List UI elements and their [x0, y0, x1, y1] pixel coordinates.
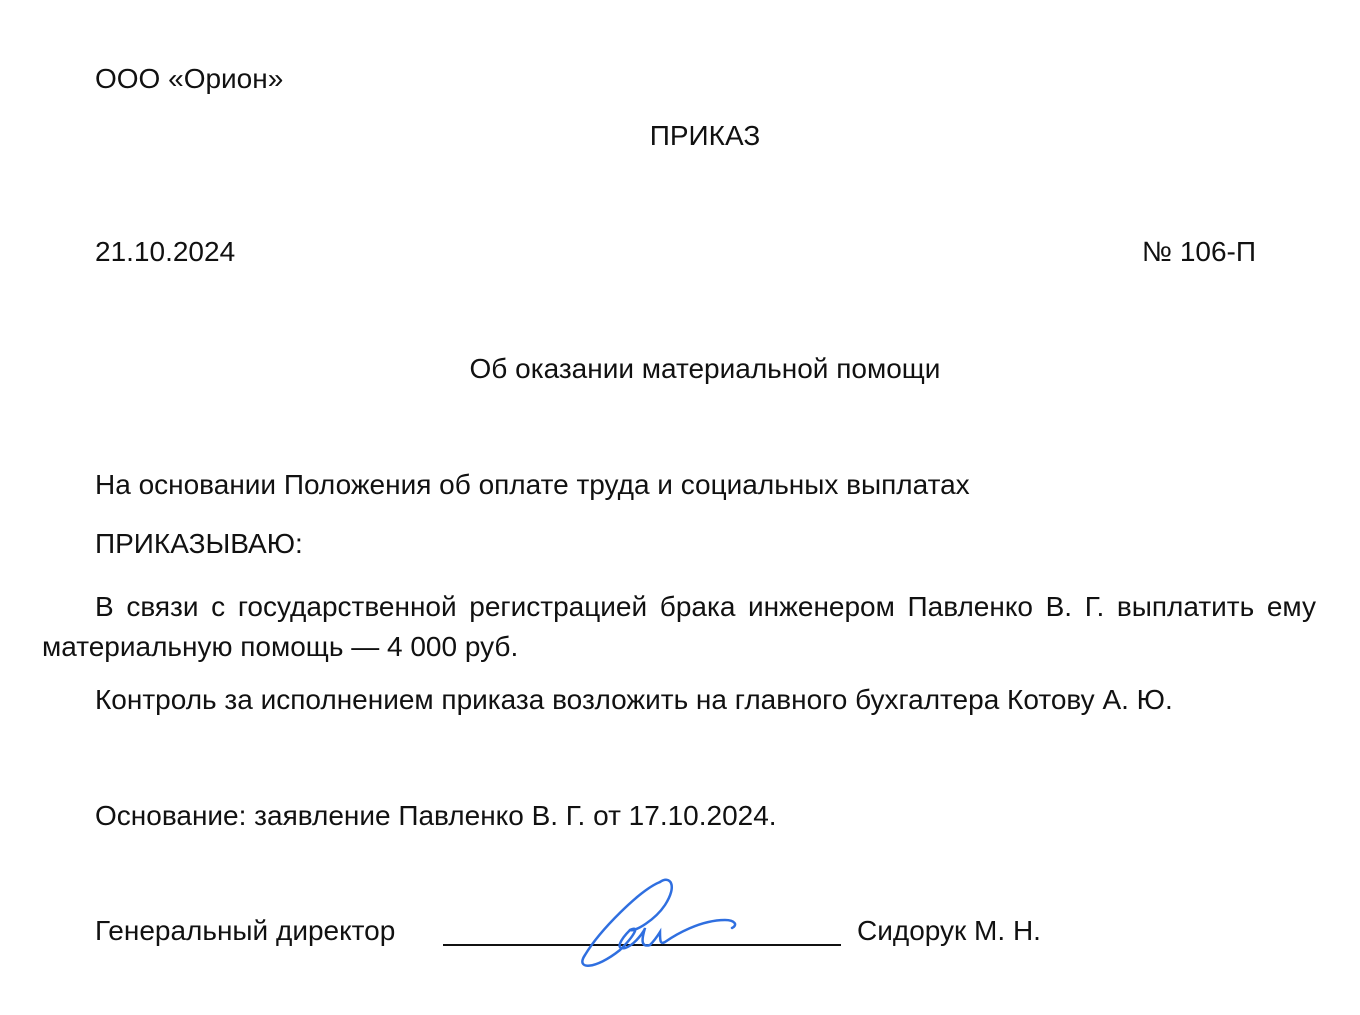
order-date: 21.10.2024	[95, 236, 236, 267]
order-paragraph-payment: В связи с государственной регистрацией брака инженером Павленко В. Г. выплатить ему материальную помощь — 4 000 руб.	[42, 591, 1316, 662]
signer-position: Генеральный директор	[95, 915, 396, 946]
order-number: № 106-П	[1142, 236, 1256, 267]
order-subject: Об оказании материальной помощи	[469, 353, 941, 384]
organization-name: ООО «Орион»	[95, 63, 284, 94]
signer-name: Сидорук М. Н.	[857, 915, 1041, 946]
document-title: ПРИКАЗ	[649, 120, 761, 151]
order-basis: На основании Положения об оплате труда и социальных выплатах	[95, 469, 970, 500]
order-paragraph-control: Контроль за исполнением приказа возложить на главного бухгалтера Котову А. Ю.	[95, 684, 1173, 715]
order-grounds: Основание: заявление Павленко В. Г. от 17.10.2024.	[95, 800, 777, 831]
order-directive: ПРИКАЗЫВАЮ:	[95, 528, 303, 559]
handwritten-signature-icon	[560, 870, 760, 970]
